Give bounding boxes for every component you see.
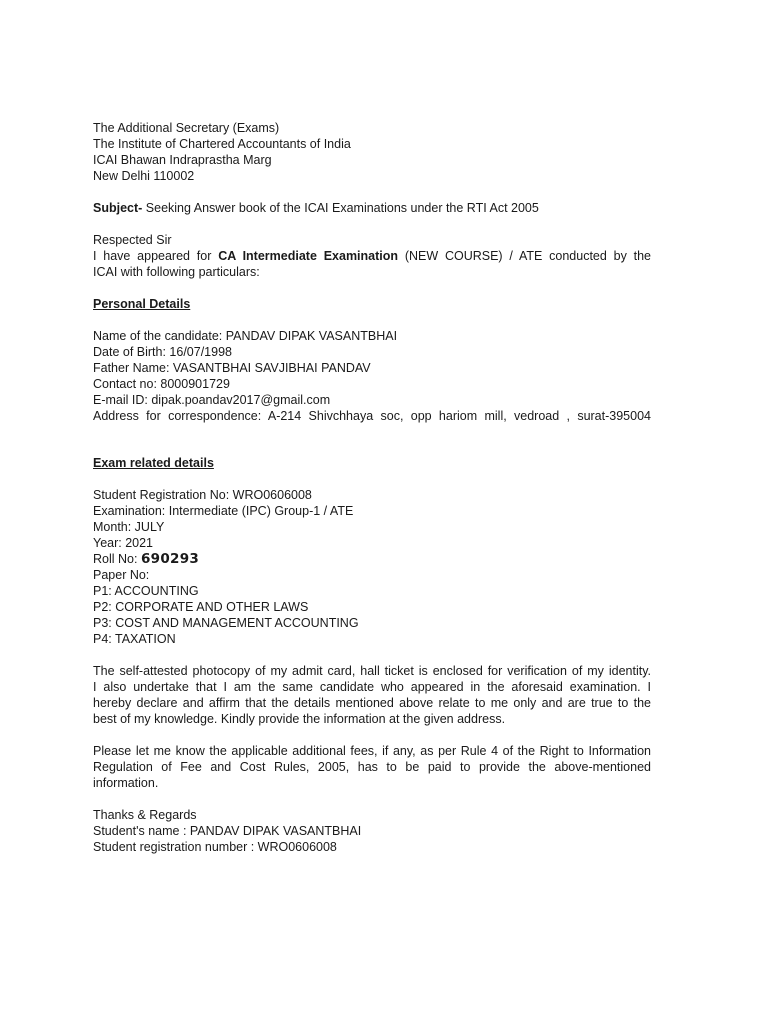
father-name: Father Name: VASANTBHAI SAVJIBHAI PANDAV — [93, 361, 371, 375]
subject-text: Seeking Answer book of the ICAI Examinations under the RTI Act 2005 — [142, 201, 539, 215]
paper-item: P1: ACCOUNTING — [93, 584, 199, 598]
exam-details — [93, 487, 651, 647]
exam-month: Month: JULY — [93, 520, 165, 534]
intro-text: I have appeared for — [93, 249, 219, 263]
examination: Examination: Intermediate (IPC) Group-1 / ATE — [93, 504, 354, 518]
exam-details-heading: Exam related details — [93, 456, 214, 470]
email-id: E-mail ID: dipak.poandav2017@gmail.com — [93, 393, 331, 407]
roll-number-value: 690293 — [140, 551, 200, 567]
addressee-block — [93, 120, 651, 184]
contact-number: Contact no: 8000901729 — [93, 377, 230, 391]
fees-line: Please let me know the applicable additional fees, if any, as per Rule 4 of the Right to Information — [93, 744, 651, 758]
fees-line: information. — [93, 776, 159, 790]
paper-item: P3: COST AND MANAGEMENT ACCOUNTING — [93, 616, 359, 630]
declaration-paragraph — [93, 663, 651, 727]
paper-item: P4: TAXATION — [93, 632, 176, 646]
roll-number — [93, 551, 651, 567]
subject-line — [93, 200, 651, 216]
exam-name: CA Intermediate Examination — [218, 249, 399, 263]
candidate-name: Name of the candidate: PANDAV DIPAK VASANTBHAI — [93, 329, 398, 343]
declaration-line: I also undertake that I am the same candidate who appeared in the aforesaid examination. I — [93, 680, 651, 694]
regards: Thanks & Regards — [93, 808, 197, 822]
closing-block — [93, 807, 651, 855]
correspondence-address: Address for correspondence: A-214 Shivchhaya soc, opp hariom mill, vedroad , surat-395004 — [93, 409, 651, 423]
personal-details — [93, 328, 651, 424]
addressee-line: ICAI Bhawan Indraprastha Marg — [93, 153, 272, 167]
student-name: Student's name : PANDAV DIPAK VASANTBHAI — [93, 824, 362, 838]
addressee-line: New Delhi 110002 — [93, 169, 195, 183]
roll-number-label: Roll No: — [93, 552, 141, 566]
addressee-line: The Additional Secretary (Exams) — [93, 121, 280, 135]
salutation: Respected Sir — [93, 233, 172, 247]
paper-label: Paper No: — [93, 568, 150, 582]
declaration-line: The self-attested photocopy of my admit card, hall ticket is enclosed for verification of my identity. — [93, 664, 651, 678]
student-registration: Student registration number : WRO0606008 — [93, 840, 337, 854]
fees-paragraph — [93, 743, 651, 791]
declaration-line: best of my knowledge. Kindly provide the information at the given address. — [93, 712, 506, 726]
declaration-line: hereby declare and affirm that the details mentioned above relate to me only and are true to the — [93, 696, 651, 710]
intro-text: (NEW COURSE) / ATE conducted by the — [398, 249, 652, 263]
fees-line: Regulation of Fee and Cost Rules, 2005, has to be paid to provide the above-mentioned — [93, 760, 651, 774]
registration-number: Student Registration No: WRO0606008 — [93, 488, 312, 502]
intro-line-1 — [93, 248, 651, 264]
paper-item: P2: CORPORATE AND OTHER LAWS — [93, 600, 309, 614]
intro-line-2: ICAI with following particulars: — [93, 265, 260, 279]
subject-label: Subject- — [93, 201, 143, 215]
letter-body — [93, 120, 651, 855]
exam-year: Year: 2021 — [93, 536, 154, 550]
addressee-line: The Institute of Chartered Accountants of India — [93, 137, 351, 151]
personal-details-heading: Personal Details — [93, 297, 191, 311]
date-of-birth: Date of Birth: 16/07/1998 — [93, 345, 232, 359]
